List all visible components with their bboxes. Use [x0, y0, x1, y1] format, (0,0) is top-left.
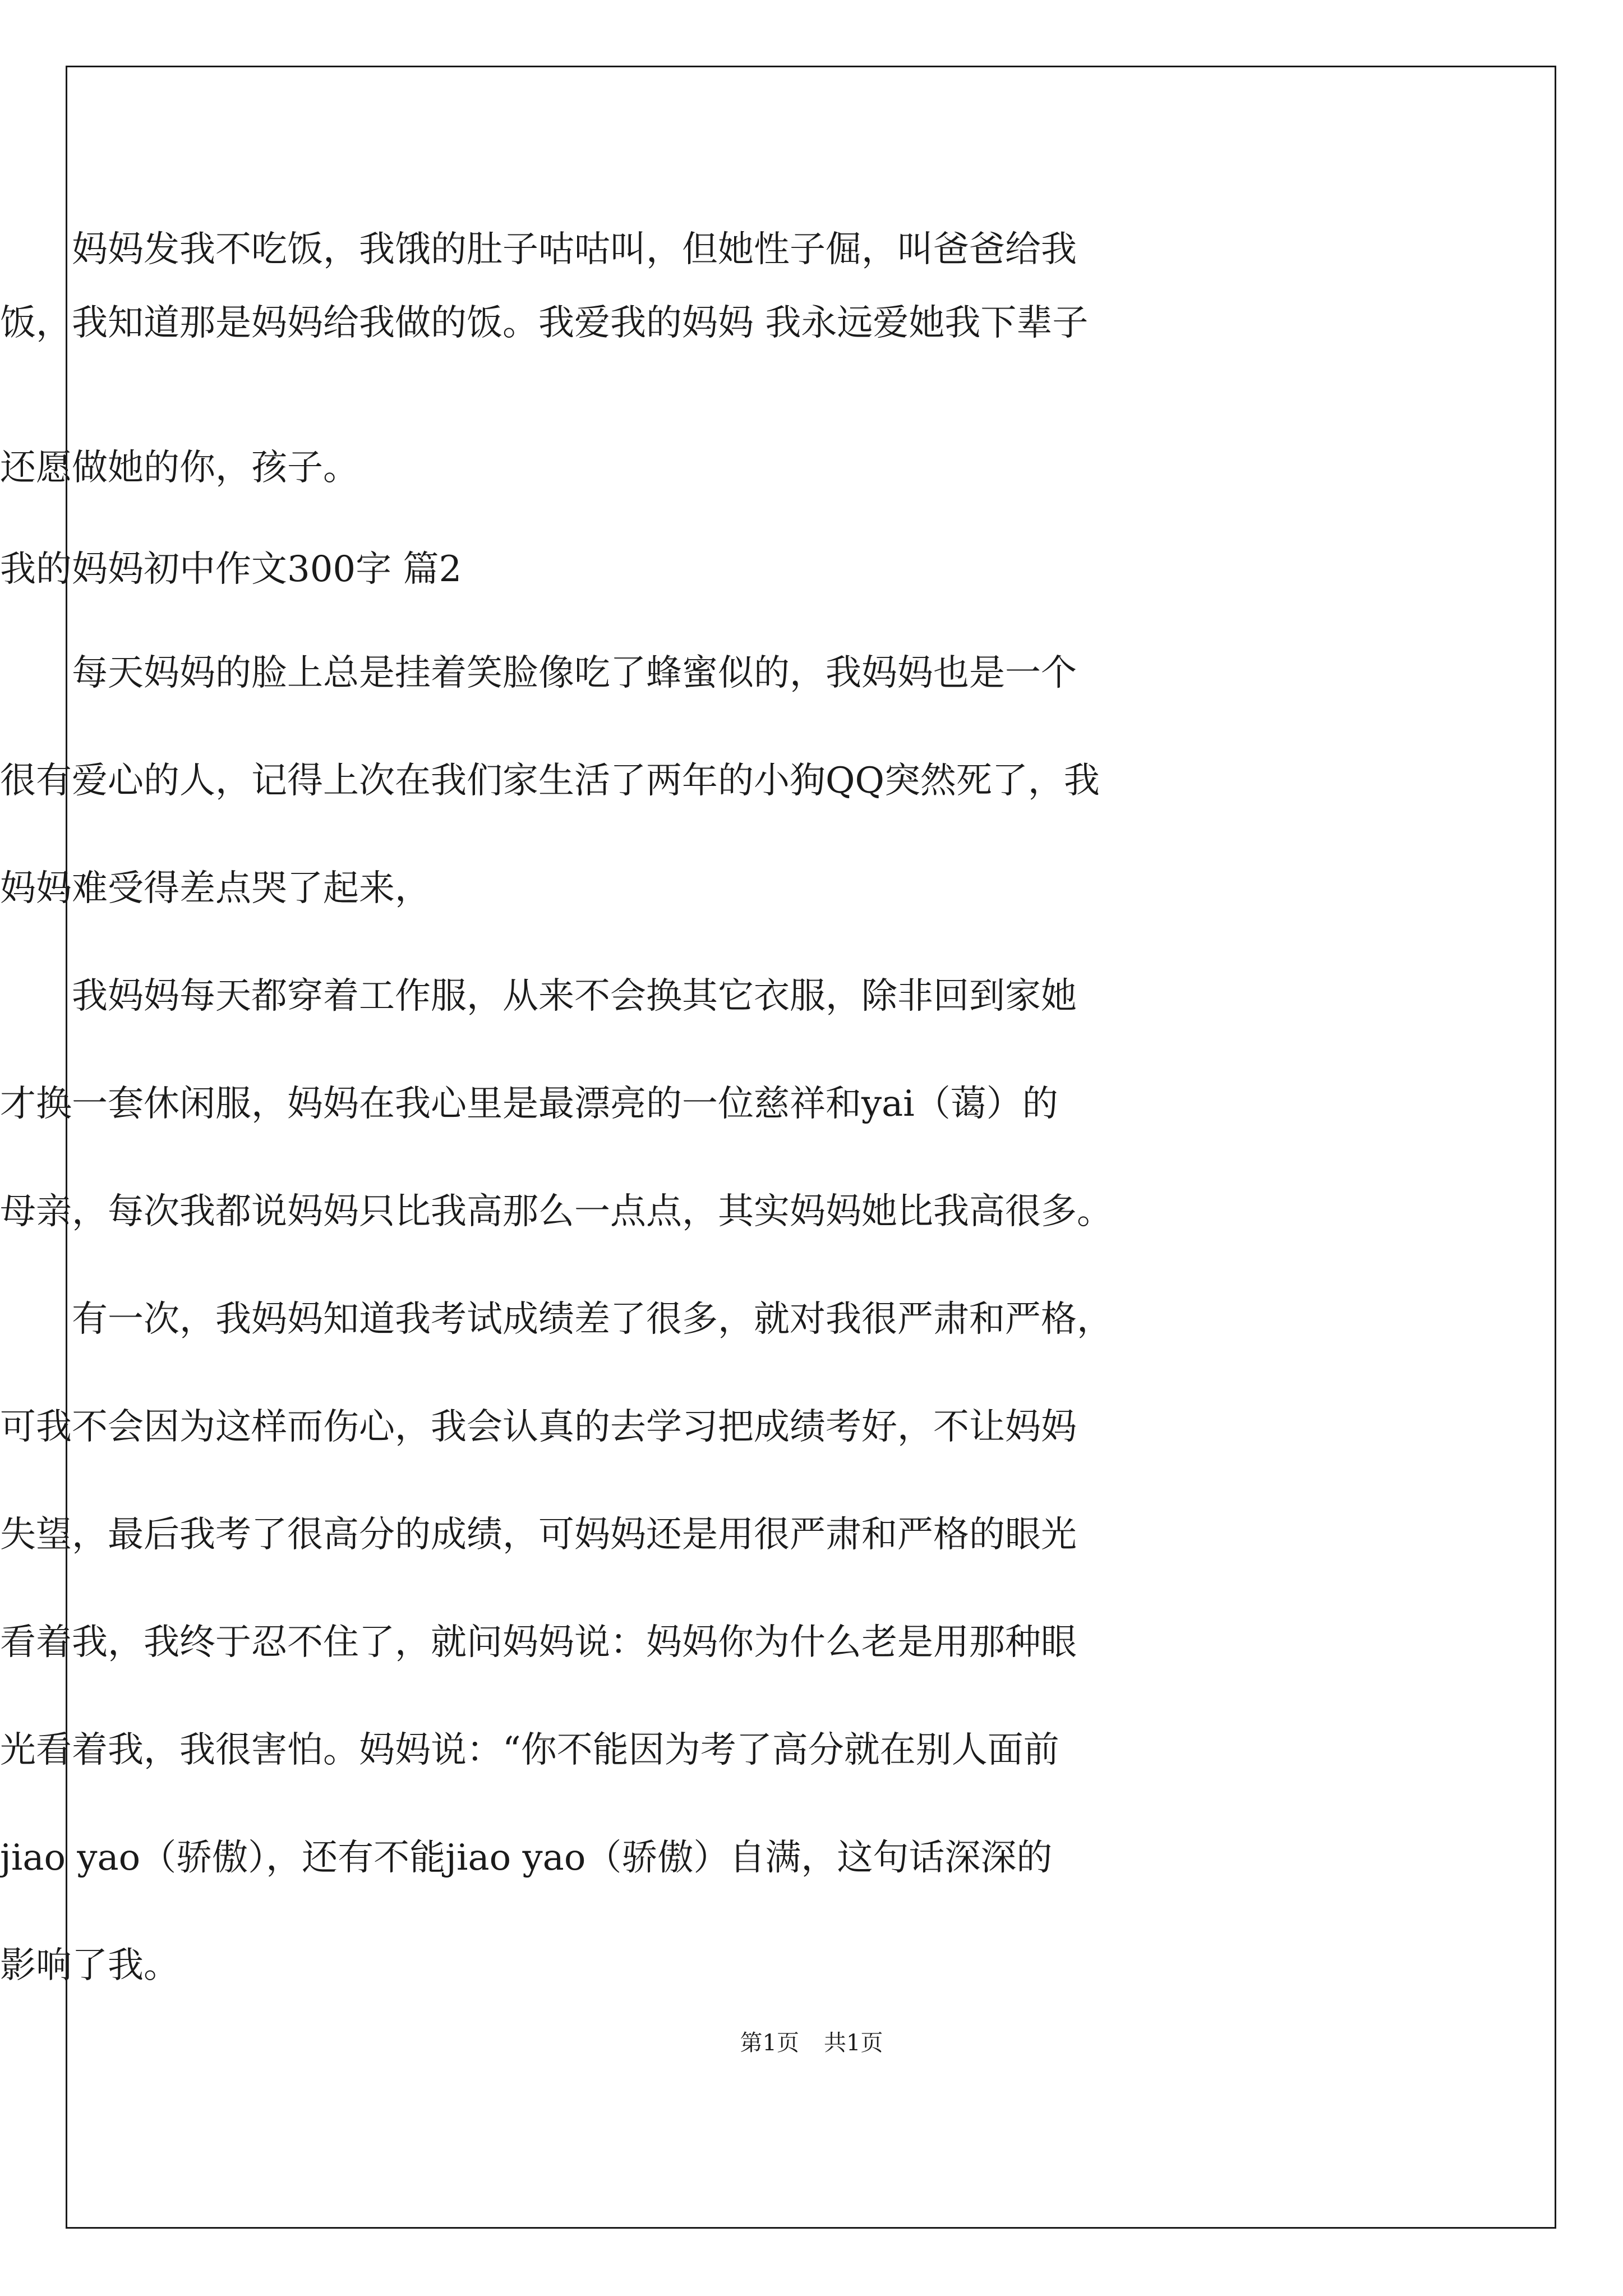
section-heading: 我的妈妈初中作文300字 篇2 — [0, 549, 462, 590]
text-line: 妈妈发我不吃饭，我饿的肚子咕咕叫，但她性子倔，叫爸爸给我 — [0, 229, 1077, 270]
text-line: 我妈妈每天都穿着工作服，从来不会换其它衣服，除非回到家她 — [0, 976, 1077, 1017]
text-line: 影响了我。 — [0, 1945, 179, 1986]
page-footer — [0, 2032, 1623, 2054]
text-line: 才换一套休闲服，妈妈在我心里是最漂亮的一位慈祥和yai（蔼）的 — [0, 1083, 1058, 1125]
page-border — [66, 66, 1556, 2229]
text-line: 母亲，每次我都说妈妈只比我高那么一点点，其实妈妈她比我高很多。 — [0, 1191, 1113, 1232]
text-line: 有一次，我妈妈知道我考试成绩差了很多，就对我很严肃和严格， — [0, 1299, 1113, 1340]
text-line: 每天妈妈的脸上总是挂着笑脸像吃了蜂蜜似的，我妈妈也是一个 — [0, 652, 1077, 694]
text-line: 可我不会因为这样而伤心，我会认真的去学习把成绩考好，不让妈妈 — [0, 1406, 1077, 1448]
text-line: 很有爱心的人，记得上次在我们家生活了两年的小狗QQ突然死了，我 — [0, 760, 1100, 802]
page-number: 第1页 — [740, 2030, 799, 2056]
text-line: jiao yao（骄傲），还有不能jiao yao（骄傲）自满，这句话深深的 — [0, 1837, 1053, 1879]
text-line: 饭，我知道那是妈妈给我做的饭。我爱我的妈妈 我永远爱她我下辈子 — [0, 302, 1089, 344]
text-line: 失望，最后我考了很高分的成绩，可妈妈还是用很严肃和严格的眼光 — [0, 1514, 1077, 1556]
text-line: 光看着我，我很害怕。妈妈说：“你不能因为考了高分就在别人面前 — [0, 1729, 1059, 1771]
page-total: 共1页 — [824, 2030, 883, 2056]
text-line: 妈妈难受得差点哭了起来， — [0, 868, 431, 909]
text-line: 看着我，我终于忍不住了，就问妈妈说：妈妈你为什么老是用那种眼 — [0, 1622, 1077, 1663]
text-line: 还愿做她的你，孩子。 — [0, 447, 359, 489]
